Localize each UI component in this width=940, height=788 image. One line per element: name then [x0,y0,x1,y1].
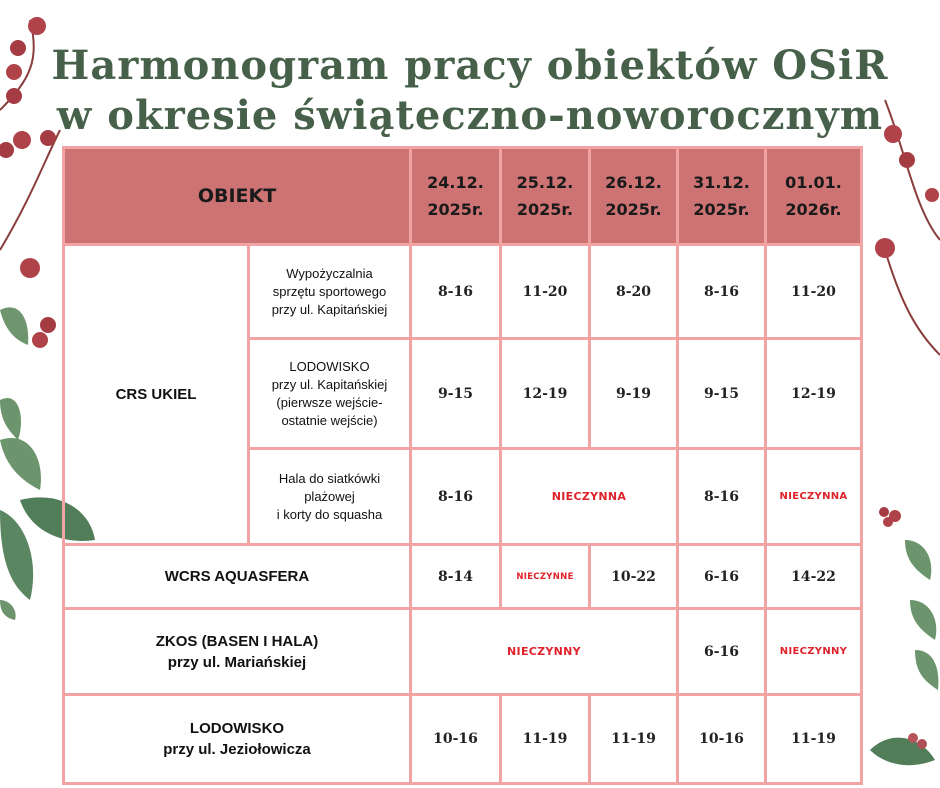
closed-label: NIECZYNNE [501,545,590,609]
hours-cell: 8-16 [678,245,766,339]
page-title-line-1: Harmonogram pracy obiektów OSiR [51,42,889,89]
hours-cell: 12-19 [766,339,862,449]
hours-cell: 10-16 [678,695,766,784]
hours-cell: 11-19 [590,695,678,784]
closed-label: NIECZYNNY [766,609,862,695]
header-date-5-text: 01.01. 2026r. [785,173,842,219]
hours-cell: 6-16 [678,545,766,609]
closed-label: NIECZYNNA [766,449,862,545]
header-date-4 [678,148,766,245]
sub-facility-hall: Hala do siatkówki plażowej i korty do squasha [249,449,411,545]
page-title-line-2: w okresie świąteczno-noworocznym [56,92,884,139]
hours-cell: 11-20 [766,245,862,339]
facility-crs-ukiel: CRS UKIEL [64,245,249,545]
table-row [64,695,862,784]
hours-cell: 8-14 [411,545,501,609]
hours-cell: 12-19 [501,339,590,449]
hours-cell: 14-22 [766,545,862,609]
hours-cell: 9-15 [678,339,766,449]
hours-cell: 9-19 [590,339,678,449]
hours-cell: 6-16 [678,609,766,695]
header-date-1-text: 24.12. 2025r. [427,173,484,219]
hours-cell: 9-15 [411,339,501,449]
hours-cell: 10-16 [411,695,501,784]
header-object: OBIEKT [64,148,411,245]
header-date-3-text: 26.12. 2025r. [605,173,662,219]
leaves-right-icon [870,540,938,765]
closed-label: NIECZYNNA [501,449,678,545]
table-row [64,245,862,339]
berry-branch-right-icon [875,100,940,527]
hours-cell: 8-16 [678,449,766,545]
header-date-4-text: 31.12. 2025r. [693,173,750,219]
header-date-1 [411,148,501,245]
facility-jeziolowicza-rink: LODOWISKO przy ul. Jeziołowicza [64,695,411,784]
closed-label: NIECZYNNY [411,609,678,695]
hours-cell: 11-20 [501,245,590,339]
hours-cell: 8-16 [411,245,501,339]
header-date-3 [590,148,678,245]
facility-aquasfera: WCRS AQUASFERA [64,545,411,609]
table-row [64,545,862,609]
sub-facility-rental: Wypożyczalnia sprzętu sportowego przy ul. Kapitańskiej [249,245,411,339]
header-date-2-text: 25.12. 2025r. [516,173,574,219]
hours-cell: 11-19 [501,695,590,784]
hours-cell: 8-20 [590,245,678,339]
table-row [64,609,862,695]
sub-facility-rink: LODOWISKO przy ul. Kapitańskiej (pierwsze wejście- ostatnie wejście) [249,339,411,449]
header-row [64,148,862,245]
header-date-5 [766,148,862,245]
hours-cell: 8-16 [411,449,501,545]
schedule-table [62,146,863,785]
hours-cell: 10-22 [590,545,678,609]
header-date-2 [501,148,590,245]
facility-zkos: ZKOS (BASEN I HALA) przy ul. Mariańskiej [64,609,411,695]
hours-cell: 11-19 [766,695,862,784]
